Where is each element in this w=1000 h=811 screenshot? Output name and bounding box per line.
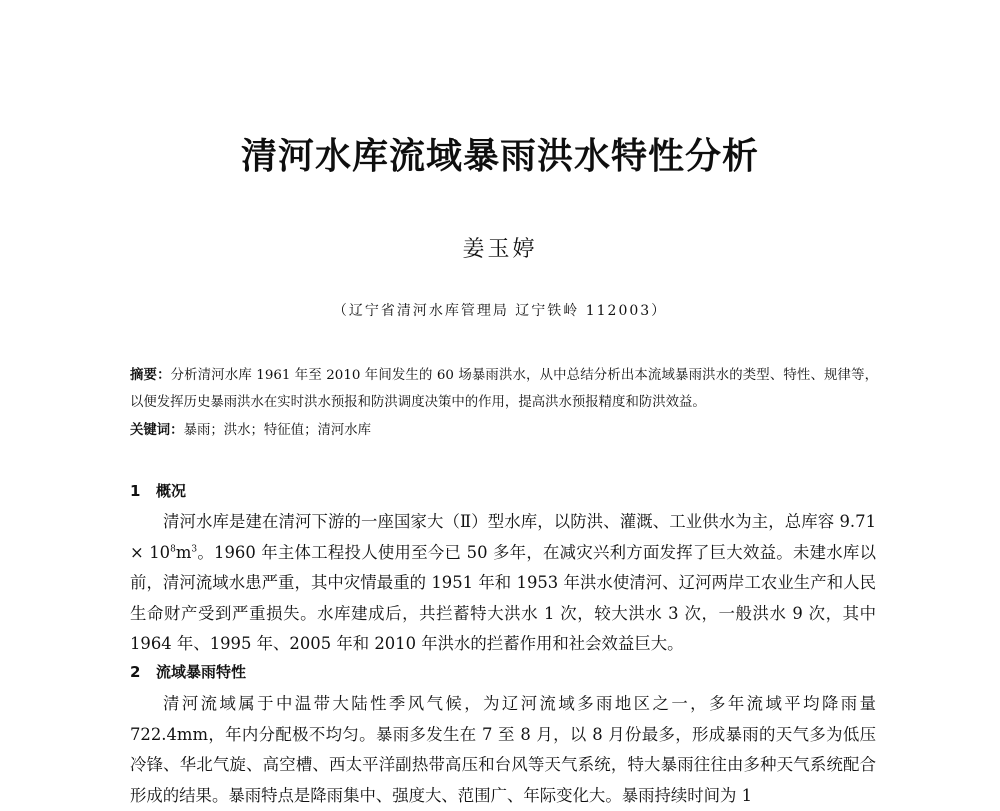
section-1-paragraph [130, 507, 876, 660]
section-1-title: 概况 [156, 482, 187, 500]
exponent-8: 8 [170, 544, 176, 555]
author-affiliation: （辽宁省清河水库管理局 辽宁铁岭 112003） [332, 303, 668, 319]
section-2-paragraph: 清河流域属于中温带大陆性季风气候，为辽河流域多雨地区之一，多年流域平均降雨量722.4mm，年内分配极不均匀。暴雨多发生在 7 至 8 月，以 8 月份最多，形成暴雨的天气多为低压冷锋、华北气旋、高空槽、西太平洋副热带高压和台风等天气系统，特大暴雨往往由多种天气系统配合形成的结果。暴雨特点是降雨集中、强度大、范围广、年际变化大。暴雨持续时间为 1 [130, 694, 876, 805]
abstract-text: 分析清河水库 1961 年至 2010 年间发生的 60 场暴雨洪水，从中总结分析出本流域暴雨洪水的类型、特性、规律等，以便发挥历史暴雨洪水在实时洪水预报和防洪调度决策中的作用，提高洪水预报精度和防洪效益。 [130, 368, 879, 410]
keywords-label: 关键词： [130, 423, 184, 438]
section-2-number: 2 [130, 663, 141, 681]
section-2-heading [130, 660, 246, 684]
exponent-3: 3 [191, 544, 198, 555]
abstract [130, 362, 878, 416]
section-1-heading [130, 479, 186, 503]
keywords [130, 421, 878, 441]
section-2-title: 流域暴雨特性 [156, 663, 247, 681]
paper-title: 清河水库流域暴雨洪水特性分析 [240, 136, 759, 177]
section-1-text-a: 清河水库是建在清河下游的一座国家大（Ⅱ）型水库，以防洪、灌溉、工业供水为主，总库容 9.71 × 10 [130, 512, 876, 562]
section-1-text-c: 。1960 年主体工程投人使用至今已 50 多年，在减灾兴利方面发挥了巨大效益。未建水库以前，清河流域水患严重，其中灾情最重的 1951 年和 1953 年洪水使清河、辽河两岸工农业生产和人民生命财产受到严重损失。水库建成后，共拦蓄特大洪水 1 次，较大洪水 3 次，一般洪水 9 次，其中 1964 年、1995 年、2005 年和 2010 年洪水的拦蓄作用和社会效益巨大。 [130, 542, 876, 653]
abstract-label: 摘要： [130, 368, 171, 383]
section-1-number: 1 [130, 482, 141, 500]
keywords-text: 暴雨；洪水；特征值；清河水库 [183, 423, 372, 438]
author-name: 姜玉婷 [462, 237, 538, 262]
section-1-text-b: m [175, 542, 192, 562]
